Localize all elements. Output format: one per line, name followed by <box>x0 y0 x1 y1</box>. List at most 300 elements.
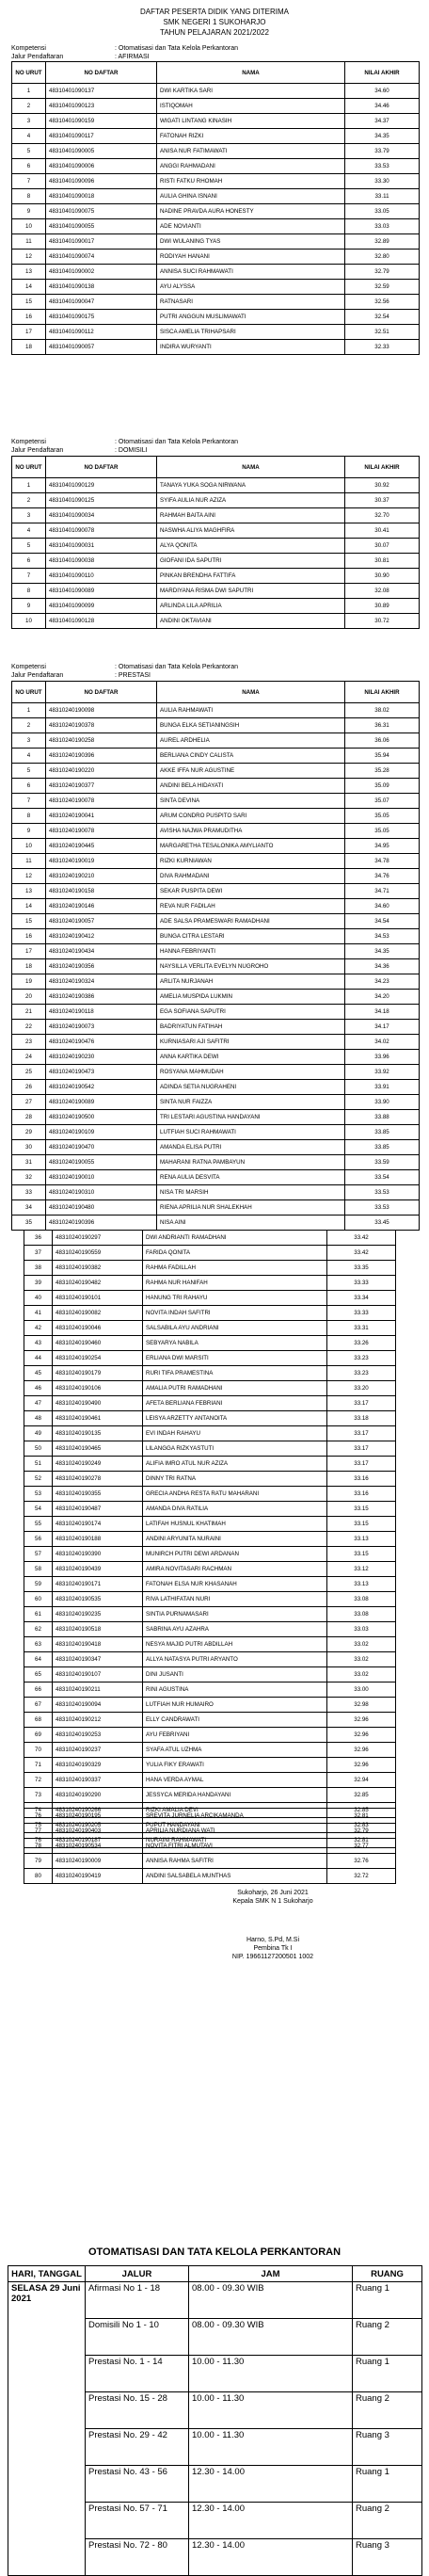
academic-year: TAHUN PELAJARAN 2021/2022 <box>160 28 269 37</box>
cell-no-daftar: 48310401090057 <box>46 340 157 355</box>
table-row <box>12 794 420 809</box>
cell-no-daftar: 48310240190382 <box>53 1261 143 1276</box>
table-row <box>24 1607 396 1622</box>
cell-no: 51 <box>24 1457 53 1472</box>
schedule-title: OTOMATISASI DAN TATA KELOLA PERKANTORAN <box>87 2246 342 2258</box>
cell-nilai: 32.81 <box>327 1833 396 1848</box>
cell-nilai: 34.37 <box>345 114 420 129</box>
cell-nama: RIENA APRILIA NUR SHALEKHAH <box>157 1200 345 1216</box>
cell-no-daftar: 48310240190237 <box>53 1743 143 1758</box>
cell-no: 6 <box>12 779 46 794</box>
cell-no-daftar: 48310240190396 <box>46 1216 157 1231</box>
cell-nilai: 35.07 <box>345 794 420 809</box>
cell-no: 24 <box>12 1050 46 1065</box>
cell-no-daftar: 48310401090031 <box>46 539 157 554</box>
table-row <box>12 295 420 310</box>
cell-no-daftar: 48310240190490 <box>53 1396 143 1411</box>
cell-no-daftar: 48310401090110 <box>46 569 157 584</box>
table-row <box>24 1246 396 1261</box>
cell-nama: DIVA RAHMADANI <box>157 869 345 884</box>
table-row <box>24 1713 396 1728</box>
cell-nama: ANNISA RAHMA SAFITRI <box>143 1854 327 1869</box>
cell-nilai: 33.59 <box>345 1155 420 1170</box>
cell-nama: NASWHA ALIYA MAGHFIRA <box>157 523 345 539</box>
table-row <box>12 144 420 159</box>
cell-no: 28 <box>12 1110 46 1125</box>
cell-no: 16 <box>12 929 46 944</box>
cell-nilai: 35.28 <box>345 764 420 779</box>
table-row <box>24 1351 396 1366</box>
cell-nama: TRI LESTARI AGUSTINA HANDAYANI <box>157 1110 345 1125</box>
cell-nama: NISA AINI <box>157 1216 345 1231</box>
cell-no-daftar: 48310401090089 <box>46 584 157 599</box>
table-row <box>24 1547 396 1562</box>
table-row <box>24 1809 396 1824</box>
cell-no-daftar: 48310240190078 <box>46 794 157 809</box>
table-row <box>24 1532 396 1547</box>
cell-nama: SYIFA AULIA NUR AZIZA <box>157 493 345 508</box>
cell-no: 9 <box>12 599 46 614</box>
table-row <box>24 1758 396 1773</box>
cell-no: 21 <box>12 1005 46 1020</box>
cell-nama: ANDINI SALSABELA MUNTHAS <box>143 1869 327 1884</box>
cell-no-daftar: 48310240190106 <box>53 1381 143 1396</box>
cell-nilai: 33.08 <box>327 1607 396 1622</box>
cell-nama: DWI ANDRIANTI RAMADHANI <box>143 1231 327 1246</box>
table-header-row <box>12 62 420 84</box>
cell-no: 53 <box>24 1487 53 1502</box>
cell-no-daftar: 48310240190171 <box>53 1577 143 1592</box>
cell-nilai: 34.78 <box>345 854 420 869</box>
cell-no: 20 <box>12 990 46 1005</box>
cell-no: 5 <box>12 764 46 779</box>
schedule-jalur: Prestasi No. 29 - 42 <box>86 2429 189 2466</box>
cell-no-daftar: 48310240190179 <box>53 1366 143 1381</box>
cell-nilai: 34.95 <box>345 839 420 854</box>
cell-nama: GRECIA ANDHA RESTA RATU MAHARANI <box>143 1487 327 1502</box>
cell-nilai: 32.72 <box>327 1869 396 1884</box>
cell-no: 25 <box>12 1065 46 1080</box>
cell-nama: RODIYAH HANANI <box>157 250 345 265</box>
table-row <box>12 1080 420 1095</box>
schedule-jam: 10.00 - 11.30 <box>189 2392 353 2429</box>
header-col-no: NO URUT <box>12 457 46 478</box>
cell-nama: BADRIYATUN FATIHAH <box>157 1020 345 1035</box>
schedule-ruang: Ruang 2 <box>353 2392 422 2429</box>
cell-nilai: 33.85 <box>345 1125 420 1140</box>
cell-nama: MARGARETHA TESALONIKA AMYLIANTO <box>157 839 345 854</box>
cell-nama: RATNASARI <box>157 295 345 310</box>
cell-nama: RAHMA FADILLAH <box>143 1261 327 1276</box>
cell-no-daftar: 48310240190278 <box>53 1472 143 1487</box>
cell-no-daftar: 48310240190078 <box>46 824 157 839</box>
cell-no-daftar: 48310401090175 <box>46 310 157 325</box>
cell-nilai: 33.15 <box>327 1547 396 1562</box>
jalur-line-1 <box>11 53 150 61</box>
cell-nama: RENA AULIA DESVITA <box>157 1170 345 1185</box>
cell-nama: BERLIANA CINDY CALISTA <box>157 749 345 764</box>
cell-no: 42 <box>24 1321 53 1336</box>
cell-nama: SREVITA JURNELIA ARCIKAMANDA <box>143 1809 327 1824</box>
table-row <box>12 703 420 718</box>
cell-no: 45 <box>24 1366 53 1381</box>
header-col-daftar: NO DAFTAR <box>46 62 157 84</box>
table-row <box>24 1366 396 1381</box>
kompetensi-value: : Otomatisasi dan Tata Kelola Perkantoran <box>115 439 239 445</box>
cell-nama: AYU FEBRIYANI <box>143 1728 327 1743</box>
table-row <box>12 1005 420 1020</box>
jalur-value: : AFIRMASI <box>115 54 150 60</box>
table-row <box>12 990 420 1005</box>
schedule-jalur: Afirmasi No 1 - 18 <box>86 2282 189 2319</box>
cell-no-daftar: 48310401090018 <box>46 189 157 204</box>
cell-no-daftar: 48310401090002 <box>46 265 157 280</box>
schedule-jam: 12.30 - 14.00 <box>189 2539 353 2576</box>
table-domisili <box>11 456 420 629</box>
cell-nilai: 33.96 <box>345 1050 420 1065</box>
cell-no: 1 <box>12 478 46 493</box>
cell-no-daftar: 48310401090138 <box>46 280 157 295</box>
cell-nama: AVISHA NAJWA PRAMUDITHA <box>157 824 345 839</box>
table-row <box>24 1682 396 1698</box>
cell-no-daftar: 48310240190403 <box>53 1824 143 1839</box>
cell-no-daftar: 48310401090159 <box>46 114 157 129</box>
jalur-line-2 <box>11 446 148 455</box>
cell-nilai: 33.30 <box>345 174 420 189</box>
cell-no-daftar: 48310240190187 <box>53 1833 143 1848</box>
cell-no: 8 <box>12 189 46 204</box>
cell-no-daftar: 48310401090112 <box>46 325 157 340</box>
cell-no: 59 <box>24 1577 53 1592</box>
cell-no: 6 <box>12 554 46 569</box>
cell-nilai: 32.96 <box>327 1728 396 1743</box>
cell-no: 2 <box>12 99 46 114</box>
cell-nama: LUTFIAH NUR HUMAIRO <box>143 1698 327 1713</box>
table-row <box>12 854 420 869</box>
kompetensi-line-2 <box>11 438 238 446</box>
cell-nilai: 34.23 <box>345 974 420 990</box>
cell-nilai: 33.11 <box>345 189 420 204</box>
cell-no-daftar: 48310401090123 <box>46 99 157 114</box>
cell-nilai: 34.60 <box>345 84 420 99</box>
cell-nilai: 35.09 <box>345 779 420 794</box>
table-row <box>12 884 420 899</box>
cell-no-daftar: 48310240190212 <box>53 1713 143 1728</box>
cell-nama: ALYA QONITA <box>157 539 345 554</box>
cell-nama: ISTIQOMAH <box>157 99 345 114</box>
cell-nilai: 33.23 <box>327 1366 396 1381</box>
table-row <box>12 340 420 355</box>
table-row <box>12 234 420 250</box>
cell-no-daftar: 48310401090078 <box>46 523 157 539</box>
schedule-header-row <box>8 2266 422 2282</box>
cell-no-daftar: 48310240190461 <box>53 1411 143 1426</box>
cell-no-daftar: 48310240190476 <box>46 1035 157 1050</box>
cell-nilai: 30.41 <box>345 523 420 539</box>
cell-nilai: 34.20 <box>345 990 420 1005</box>
cell-no: 19 <box>12 974 46 990</box>
cell-no: 48 <box>24 1411 53 1426</box>
cell-no-daftar: 48310240190107 <box>53 1667 143 1682</box>
cell-no: 61 <box>24 1607 53 1622</box>
cell-nama: MAHARANI RATNA PAMBAYUN <box>157 1155 345 1170</box>
cell-no: 2 <box>12 718 46 733</box>
table-row <box>24 1824 396 1839</box>
table-row <box>12 869 420 884</box>
cell-no: 7 <box>12 794 46 809</box>
kompetensi-value: : Otomatisasi dan Tata Kelola Perkantoran <box>115 664 239 670</box>
table-row <box>24 1487 396 1502</box>
table-row <box>24 1261 396 1276</box>
cell-nama: SINTIA PURNAMASARI <box>143 1607 327 1622</box>
cell-no-daftar: 48310240190535 <box>53 1592 143 1607</box>
cell-no-daftar: 48310240190434 <box>46 944 157 959</box>
cell-no-daftar: 48310240190055 <box>46 1155 157 1170</box>
cell-nama: BUNGA CITRA LESTARI <box>157 929 345 944</box>
cell-nilai: 34.35 <box>345 129 420 144</box>
cell-no-daftar: 48310240190297 <box>53 1231 143 1246</box>
table-row <box>12 159 420 174</box>
cell-nama: ANDINI ARYUNITA NURAINI <box>143 1532 327 1547</box>
table-row <box>12 1170 420 1185</box>
cell-nilai: 33.16 <box>327 1487 396 1502</box>
cell-no-daftar: 48310240190253 <box>53 1728 143 1743</box>
table-row <box>12 1110 420 1125</box>
cell-nilai: 35.05 <box>345 824 420 839</box>
cell-nilai: 34.54 <box>345 914 420 929</box>
schedule-col-day: HARI, TANGGAL <box>8 2266 86 2282</box>
table-row <box>12 84 420 99</box>
schedule-ruang: Ruang 1 <box>353 2356 422 2392</box>
cell-no: 78 <box>24 1839 53 1854</box>
table-row <box>12 839 420 854</box>
cell-nilai: 33.03 <box>327 1622 396 1637</box>
sign-role: Kepala SMK N 1 Sukoharjo <box>232 1898 313 1905</box>
cell-nilai: 35.05 <box>345 809 420 824</box>
cell-no-daftar: 48310240190258 <box>46 733 157 749</box>
table-row <box>12 718 420 733</box>
jalur-label: Jalur Pendaftaran <box>11 672 64 679</box>
schedule-ruang: Ruang 1 <box>353 2466 422 2503</box>
cell-no: 73 <box>24 1788 53 1803</box>
cell-no-daftar: 48310240190396 <box>46 749 157 764</box>
cell-no-daftar: 48310240190310 <box>46 1185 157 1200</box>
cell-nama: ROSYANA MAHMUDAH <box>157 1065 345 1080</box>
cell-nama: SINTA DEVINA <box>157 794 345 809</box>
cell-nilai: 33.33 <box>327 1276 396 1291</box>
cell-no-daftar: 48310401090075 <box>46 204 157 219</box>
cell-nilai: 33.13 <box>327 1532 396 1547</box>
cell-no-daftar: 48310240190109 <box>46 1125 157 1140</box>
cell-nama: ANDINI BELA HIDAYATI <box>157 779 345 794</box>
table-row <box>12 824 420 839</box>
table-row <box>12 1035 420 1050</box>
table-row <box>24 1426 396 1441</box>
cell-no: 33 <box>12 1185 46 1200</box>
jalur-value: : PRESTASI <box>115 672 151 679</box>
cell-nama: APRILIA NURDIANA WATI <box>143 1824 327 1839</box>
cell-no: 74 <box>24 1803 53 1818</box>
cell-nama: DINNY TRI RATNA <box>143 1472 327 1487</box>
cell-nilai: 32.98 <box>327 1698 396 1713</box>
cell-no-daftar: 48310240190041 <box>46 809 157 824</box>
cell-no: 54 <box>24 1502 53 1517</box>
cell-no: 67 <box>24 1698 53 1713</box>
table-row <box>24 1276 396 1291</box>
cell-no: 80 <box>24 1869 53 1884</box>
cell-nama: AULIA GHINA ISNANI <box>157 189 345 204</box>
cell-no-daftar: 48310401090117 <box>46 129 157 144</box>
table-row <box>24 1743 396 1758</box>
table-row <box>12 1095 420 1110</box>
schedule-jalur: Domisili No 1 - 10 <box>86 2319 189 2356</box>
cell-nilai: 32.54 <box>345 310 420 325</box>
cell-no: 57 <box>24 1547 53 1562</box>
cell-no: 40 <box>24 1291 53 1306</box>
table-row <box>12 899 420 914</box>
cell-nama: ERLIANA DWI MARSITI <box>143 1351 327 1366</box>
cell-no-daftar: 48310240190046 <box>53 1321 143 1336</box>
cell-nilai: 32.85 <box>327 1788 396 1803</box>
cell-no-daftar: 48310240190135 <box>53 1426 143 1441</box>
cell-nilai: 32.96 <box>327 1743 396 1758</box>
cell-nilai: 34.71 <box>345 884 420 899</box>
cell-no-daftar: 48310240190146 <box>46 899 157 914</box>
cell-no: 17 <box>12 944 46 959</box>
table-prestasi <box>11 681 420 1231</box>
table-row <box>12 478 420 493</box>
cell-nilai: 32.70 <box>345 508 420 523</box>
header-col-nama: NAMA <box>157 62 345 84</box>
cell-no-daftar: 48310240190473 <box>46 1065 157 1080</box>
table-row <box>12 1020 420 1035</box>
cell-nama: SYAFA ATUL UZHMA <box>143 1743 327 1758</box>
cell-no: 10 <box>12 614 46 629</box>
cell-no-daftar: 48310401090074 <box>46 250 157 265</box>
cell-no: 58 <box>24 1562 53 1577</box>
cell-nama: AKKE IFFA NUR AGUSTINE <box>157 764 345 779</box>
cell-nama: NISA TRI MARSIH <box>157 1185 345 1200</box>
cell-nilai: 32.94 <box>327 1773 396 1788</box>
cell-nama: NESYA MAJID PUTRI ABDILLAH <box>143 1637 327 1652</box>
sign-rank: Pembina Tk I <box>253 1945 293 1952</box>
cell-no: 23 <box>12 1035 46 1050</box>
table-row <box>12 974 420 990</box>
cell-nama: SINTA NUR FAIZZA <box>157 1095 345 1110</box>
cell-nilai: 33.53 <box>345 1200 420 1216</box>
cell-nama: LEISYA ARZETTY ANTANOITA <box>143 1411 327 1426</box>
cell-no-daftar: 48310240190377 <box>46 779 157 794</box>
cell-no: 2 <box>12 493 46 508</box>
cell-nilai: 33.16 <box>327 1472 396 1487</box>
schedule-jalur: Prestasi No. 43 - 56 <box>86 2466 189 2503</box>
cell-nama: DINI JUSANTI <box>143 1667 327 1682</box>
cell-nilai: 30.81 <box>345 554 420 569</box>
cell-no-daftar: 48310240190211 <box>53 1682 143 1698</box>
cell-no: 62 <box>24 1622 53 1637</box>
table-row <box>24 1622 396 1637</box>
table-row <box>24 1291 396 1306</box>
table-row <box>24 1773 396 1788</box>
table-row <box>24 1839 396 1854</box>
cell-nama: HANA VERDA AYMAL <box>143 1773 327 1788</box>
cell-nama: NURAINI RAHMAWATI <box>143 1833 327 1848</box>
cell-no-daftar: 48310240190019 <box>46 854 157 869</box>
cell-nama: MARDIYANA RISMA DWI SAPUTRI <box>157 584 345 599</box>
table-row <box>12 280 420 295</box>
header-col-nilai: NILAI AKHIR <box>345 457 420 478</box>
table-row <box>24 1502 396 1517</box>
sign-date: Sukoharjo, 26 Juni 2021 <box>237 1890 309 1896</box>
cell-nilai: 30.92 <box>345 478 420 493</box>
cell-nama: ANGGI RAHMADANI <box>157 159 345 174</box>
cell-no: 17 <box>12 325 46 340</box>
cell-nama: YULIA FIKY ERAWATI <box>143 1758 327 1773</box>
cell-nilai: 33.90 <box>345 1095 420 1110</box>
cell-no-daftar: 48310401090099 <box>46 599 157 614</box>
cell-nilai: 34.18 <box>345 1005 420 1020</box>
kompetensi-label: Kompetensi <box>11 664 46 670</box>
cell-nama: ARLINDA LILA APRILIA <box>157 599 345 614</box>
cell-nilai: 32.59 <box>345 280 420 295</box>
table-row <box>12 584 420 599</box>
cell-no-daftar: 48310401090047 <box>46 295 157 310</box>
cell-no-daftar: 48310240190174 <box>53 1517 143 1532</box>
table-row <box>24 1698 396 1713</box>
table-row <box>12 749 420 764</box>
cell-no: 10 <box>12 839 46 854</box>
cell-nilai: 34.60 <box>345 899 420 914</box>
sign-nip: NIP. 19661127200501 1002 <box>231 1954 314 1960</box>
cell-nilai: 33.20 <box>327 1381 396 1396</box>
cell-nama: LUTFIAH SUCI RAHMAWATI <box>157 1125 345 1140</box>
table-row <box>12 523 420 539</box>
cell-nilai: 32.79 <box>327 1824 396 1839</box>
table-row <box>12 809 420 824</box>
cell-nilai: 32.77 <box>327 1839 396 1854</box>
cell-nilai: 33.88 <box>345 1110 420 1125</box>
cell-nama: ANNISA SUCI RAHMAWATI <box>157 265 345 280</box>
table-row <box>12 250 420 265</box>
school-name: SMK NEGERI 1 SUKOHARJO <box>163 18 266 26</box>
cell-nama: ARLITA NURJANAH <box>157 974 345 990</box>
cell-nama: RURI TIFA PRAMESTINA <box>143 1366 327 1381</box>
cell-nilai: 36.31 <box>345 718 420 733</box>
cell-nilai: 34.36 <box>345 959 420 974</box>
cell-no: 71 <box>24 1758 53 1773</box>
schedule-table <box>8 2265 422 2576</box>
kompetensi-value: : Otomatisasi dan Tata Kelola Perkantoran <box>115 45 239 52</box>
cell-nama: AULIA RAHMAWATI <box>157 703 345 718</box>
cell-no-daftar: 48310401090055 <box>46 219 157 234</box>
cell-nilai: 32.76 <box>327 1854 396 1869</box>
cell-nilai: 34.35 <box>345 944 420 959</box>
table-header-row <box>12 457 420 478</box>
cell-no-daftar: 48310240190534 <box>53 1839 143 1854</box>
kompetensi-label: Kompetensi <box>11 45 46 52</box>
cell-no: 35 <box>12 1216 46 1231</box>
schedule-jam: 08.00 - 09.30 WIB <box>189 2319 353 2356</box>
cell-no: 44 <box>24 1351 53 1366</box>
cell-no-daftar: 48310240190118 <box>46 1005 157 1020</box>
cell-no-daftar: 48310240190418 <box>53 1637 143 1652</box>
cell-nilai: 33.13 <box>327 1577 396 1592</box>
cell-no: 11 <box>12 234 46 250</box>
header-col-nama: NAMA <box>157 457 345 478</box>
cell-nilai: 33.12 <box>327 1562 396 1577</box>
cell-nilai: 33.42 <box>327 1231 396 1246</box>
table-row <box>12 733 420 749</box>
